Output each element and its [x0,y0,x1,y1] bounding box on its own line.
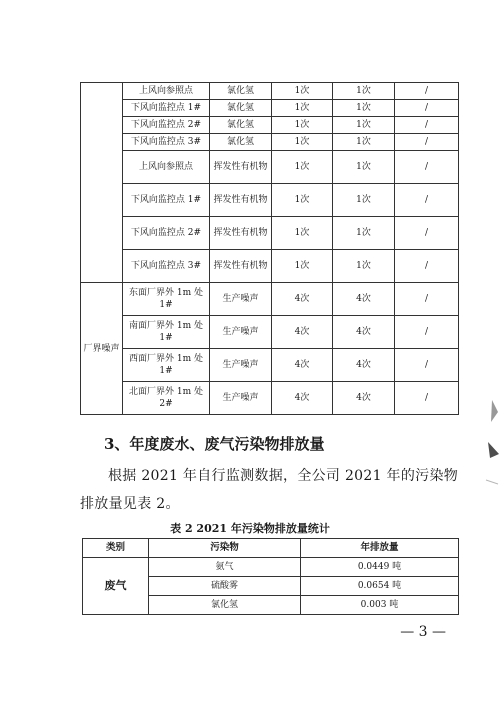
frequency-a: 1次 [272,151,333,184]
monitoring-item: 挥发性有机物 [210,217,272,250]
table-row [81,250,459,283]
table-row [81,100,459,117]
table-header-row [83,539,459,558]
note: / [395,382,459,415]
monitoring-point: 下风向监控点 2# [123,117,210,134]
note: / [395,349,459,382]
monitoring-point: 下风向监控点 1# [123,100,210,117]
monitoring-item: 生产噪声 [210,283,272,316]
note: / [395,217,459,250]
monitoring-item: 生产噪声 [210,349,272,382]
note: / [395,283,459,316]
frequency-b: 4次 [333,382,395,415]
frequency-a: 1次 [272,217,333,250]
pollutant-cell: 氨气 [149,558,301,577]
monitoring-item: 挥发性有机物 [210,184,272,217]
section-heading: 3、年度废水、废气污染物排放量 [104,435,325,453]
table-row [81,283,459,316]
note: / [395,250,459,283]
amount-cell: 0.0654 吨 [301,577,459,596]
monitoring-item: 氯化氢 [210,134,272,151]
table-caption: 表 2 2021 年污染物排放量统计 [170,522,330,535]
header-category: 类别 [83,539,149,558]
monitoring-point: 上风向参照点 [123,83,210,100]
pollutant-cell: 硫酸雾 [149,577,301,596]
frequency-b: 4次 [333,349,395,382]
monitoring-point: 北面厂界外 1m 处 2# [123,382,210,415]
frequency-b: 4次 [333,316,395,349]
emission-table [82,538,459,615]
monitoring-item: 挥发性有机物 [210,151,272,184]
frequency-b: 1次 [333,250,395,283]
frequency-a: 4次 [272,382,333,415]
note: / [395,83,459,100]
frequency-a: 1次 [272,134,333,151]
amount-cell: 0.0449 吨 [301,558,459,577]
frequency-a: 1次 [272,117,333,134]
monitoring-item: 挥发性有机物 [210,250,272,283]
monitoring-point: 西面厂界外 1m 处 1# [123,349,210,382]
table-row [81,184,459,217]
header-annual-emission: 年排放量 [301,539,459,558]
header-pollutant: 污染物 [149,539,301,558]
monitoring-item: 氯化氢 [210,117,272,134]
scan-edge-mark [482,392,500,502]
note: / [395,100,459,117]
frequency-a: 4次 [272,316,333,349]
monitoring-point: 东面厂界外 1m 处 1# [123,283,210,316]
frequency-b: 1次 [333,117,395,134]
table-row [81,134,459,151]
monitoring-item: 生产噪声 [210,382,272,415]
body-paragraph: 根据 2021 年自行监测数据，全公司 2021 年的污染物排放量见表 2。 [80,468,459,512]
frequency-a: 1次 [272,100,333,117]
table-row [81,217,459,250]
category-cell: 废气 [83,558,149,615]
note: / [395,184,459,217]
note: / [395,134,459,151]
pollutant-cell: 氯化氢 [149,596,301,615]
note: / [395,117,459,134]
monitoring-point: 南面厂界外 1m 处 1# [123,316,210,349]
noise-category-cell: 厂界噪声 [81,283,123,415]
table-row [83,558,459,577]
monitoring-point: 下风向监控点 2# [123,217,210,250]
monitoring-item: 生产噪声 [210,316,272,349]
frequency-b: 1次 [333,217,395,250]
table-row [81,316,459,349]
table-row [81,382,459,415]
table-row [81,83,459,100]
note: / [395,316,459,349]
table-row [81,117,459,134]
frequency-b: 1次 [333,151,395,184]
table-row [81,151,459,184]
monitoring-point: 上风向参照点 [123,151,210,184]
monitoring-table [80,82,459,415]
monitoring-point: 下风向监控点 3# [123,250,210,283]
frequency-b: 1次 [333,134,395,151]
amount-cell: 0.003 吨 [301,596,459,615]
frequency-a: 1次 [272,83,333,100]
frequency-a: 1次 [272,184,333,217]
frequency-b: 1次 [333,83,395,100]
note: / [395,151,459,184]
frequency-b: 1次 [333,184,395,217]
monitoring-item: 氯化氢 [210,83,272,100]
monitoring-item: 氯化氢 [210,100,272,117]
category-cell-blank [81,83,123,283]
frequency-a: 1次 [272,250,333,283]
monitoring-point: 下风向监控点 3# [123,134,210,151]
page-number: — 3 — [400,624,446,640]
frequency-a: 4次 [272,283,333,316]
frequency-b: 4次 [333,283,395,316]
monitoring-point: 下风向监控点 1# [123,184,210,217]
frequency-a: 4次 [272,349,333,382]
frequency-b: 1次 [333,100,395,117]
table-row [81,349,459,382]
